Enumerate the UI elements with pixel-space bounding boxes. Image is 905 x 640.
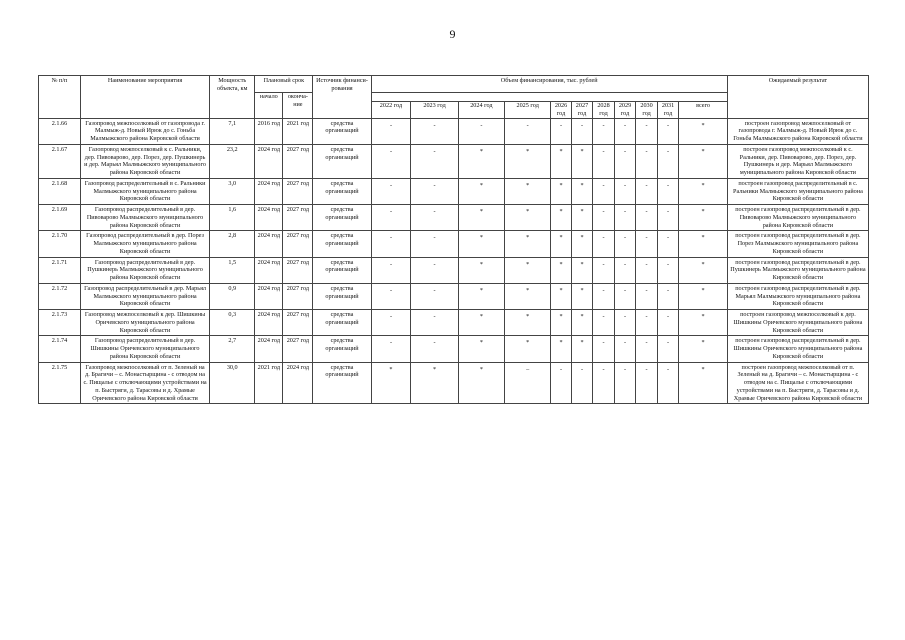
row-start: 2024 год bbox=[255, 231, 283, 257]
row-result: построен газопровод межпоселковый к дер. Шишкины Оричевского муниципального района Кировской области bbox=[727, 310, 868, 336]
header-year: 2030 год bbox=[636, 102, 658, 119]
row-value: * bbox=[551, 257, 571, 283]
row-value: - bbox=[371, 336, 411, 362]
row-value: * bbox=[679, 144, 728, 178]
row-name: Газопровод распределительный в дер. Пивоварово Малмыжского муниципального района Кировской области bbox=[80, 205, 209, 231]
row-value: - bbox=[657, 362, 679, 404]
row-value: - bbox=[636, 336, 658, 362]
row-value: * bbox=[505, 205, 551, 231]
row-start: 2024 год bbox=[255, 144, 283, 178]
row-end: 2027 год bbox=[283, 310, 313, 336]
row-value: - bbox=[636, 118, 658, 144]
row-value: - bbox=[614, 178, 636, 204]
row-value: - bbox=[657, 178, 679, 204]
row-value: - bbox=[614, 310, 636, 336]
row-number: 2.1.66 bbox=[39, 118, 81, 144]
row-value: - bbox=[614, 336, 636, 362]
row-value: - bbox=[636, 283, 658, 309]
row-value: * bbox=[679, 205, 728, 231]
row-capacity: 1,5 bbox=[210, 257, 255, 283]
row-value: - bbox=[371, 118, 411, 144]
row-result: построен газопровод распределительный в с. Ральники Малмыжского муниципального района Кировской области bbox=[727, 178, 868, 204]
row-source: средства организаций bbox=[313, 336, 371, 362]
row-value: * bbox=[551, 178, 571, 204]
row-value: * bbox=[571, 283, 593, 309]
row-value: - bbox=[458, 118, 504, 144]
row-end: 2027 год bbox=[283, 205, 313, 231]
row-value: - bbox=[593, 257, 615, 283]
header-year: 2026 год bbox=[551, 102, 571, 119]
row-number: 2.1.74 bbox=[39, 336, 81, 362]
row-value: - bbox=[657, 310, 679, 336]
table-row bbox=[39, 231, 869, 257]
header-year: 2022 год bbox=[371, 102, 411, 119]
row-source: средства организаций bbox=[313, 178, 371, 204]
row-source: средства организаций bbox=[313, 283, 371, 309]
row-value: - bbox=[657, 144, 679, 178]
row-value: * bbox=[551, 144, 571, 178]
row-value: - bbox=[371, 178, 411, 204]
row-name: Газопровод распределительный в с. Ральники Малмыжского муниципального района Кировской области bbox=[80, 178, 209, 204]
row-value: * bbox=[571, 205, 593, 231]
row-number: 2.1.69 bbox=[39, 205, 81, 231]
row-value: * bbox=[571, 144, 593, 178]
row-end: 2027 год bbox=[283, 336, 313, 362]
row-value: * bbox=[411, 362, 458, 404]
row-value: - bbox=[657, 231, 679, 257]
row-result: построен газопровод распределительный в дер. Пушкинерь Малмыжского муниципального района Кировской области bbox=[727, 257, 868, 283]
table-row bbox=[39, 283, 869, 309]
row-end: 2027 год bbox=[283, 283, 313, 309]
header-year: 2023 год bbox=[411, 102, 458, 119]
row-start: 2024 год bbox=[255, 310, 283, 336]
row-value: - bbox=[636, 205, 658, 231]
row-source: средства организаций bbox=[313, 118, 371, 144]
row-value: - bbox=[411, 283, 458, 309]
row-value: - bbox=[411, 144, 458, 178]
table-row bbox=[39, 144, 869, 178]
row-capacity: 23,2 bbox=[210, 144, 255, 178]
header-year: 2024 год bbox=[458, 102, 504, 119]
row-result: построен газопровод распределительный в дер. Порез Малмыжского муниципального района Кировской области bbox=[727, 231, 868, 257]
row-source: средства организаций bbox=[313, 144, 371, 178]
row-value: * bbox=[505, 283, 551, 309]
table-row bbox=[39, 310, 869, 336]
row-value: - bbox=[657, 205, 679, 231]
row-end: 2027 год bbox=[283, 257, 313, 283]
header-period: Плановый срок bbox=[255, 76, 313, 93]
row-result: построен газопровод межпоселковый от газопровода г. Малмыж-д. Новый Ирюк до с. Гоньба Малмыжского района Кировской области bbox=[727, 118, 868, 144]
row-capacity: 7,1 bbox=[210, 118, 255, 144]
row-value: - bbox=[657, 118, 679, 144]
row-value: - bbox=[505, 118, 551, 144]
row-value: - bbox=[593, 310, 615, 336]
row-value: * bbox=[458, 144, 504, 178]
header-year: 2025 год bbox=[505, 102, 551, 119]
header-funding: Объем финансирования, тыс. рублей bbox=[371, 76, 727, 93]
row-value: - bbox=[593, 231, 615, 257]
row-value: – bbox=[505, 362, 551, 404]
table-row bbox=[39, 257, 869, 283]
row-number: 2.1.73 bbox=[39, 310, 81, 336]
row-result: построен газопровод межпоселковый от п. Зеленый на д. Брагичи – с. Монастырщина - с отводом на с. Пищалье с отключающими устройствами на п. Быстряги, д. Тарасовы и д. Храмые Оричевского района Кировской области bbox=[727, 362, 868, 404]
row-value: - bbox=[636, 362, 658, 404]
row-value: * bbox=[551, 283, 571, 309]
row-capacity: 2,7 bbox=[210, 336, 255, 362]
row-number: 2.1.70 bbox=[39, 231, 81, 257]
row-number: 2.1.72 bbox=[39, 283, 81, 309]
row-number: 2.1.71 bbox=[39, 257, 81, 283]
row-value: - bbox=[614, 257, 636, 283]
row-value: - bbox=[371, 310, 411, 336]
row-value: * bbox=[679, 257, 728, 283]
row-value: * bbox=[571, 310, 593, 336]
row-name: Газопровод межпоселковый от п. Зеленый на д. Брагичи – с. Монастырщина - с отводом на с. Пищалье с отключающими устройствами на п. Быстряги, д. Тарасовы и д. Храмые Оричевского района Кировской области bbox=[80, 362, 209, 404]
row-value: * bbox=[571, 178, 593, 204]
row-value: - bbox=[411, 257, 458, 283]
row-value: - bbox=[593, 336, 615, 362]
row-source: средства организаций bbox=[313, 257, 371, 283]
row-value: * bbox=[505, 144, 551, 178]
row-capacity: 0,3 bbox=[210, 310, 255, 336]
row-value: * bbox=[458, 257, 504, 283]
header-year: 2028 год bbox=[593, 102, 615, 119]
funding-table bbox=[38, 75, 869, 404]
row-value: - bbox=[636, 310, 658, 336]
row-value: - bbox=[593, 144, 615, 178]
row-start: 2024 год bbox=[255, 178, 283, 204]
row-value: * bbox=[505, 178, 551, 204]
row-name: Газопровод межпоселковый к с. Ральники, дер. Пивоварово, дер. Порез, дер. Пушкинерь и дер. Марьял Малмыжского муниципального района Кировской области bbox=[80, 144, 209, 178]
header-result: Ожидаемый результат bbox=[727, 76, 868, 119]
row-end: 2021 год bbox=[283, 118, 313, 144]
row-result: построен газопровод распределительный в дер. Шишкины Оричевского муниципального района Кировской области bbox=[727, 336, 868, 362]
table-row bbox=[39, 205, 869, 231]
row-source: средства организаций bbox=[313, 231, 371, 257]
row-end: 2027 год bbox=[283, 231, 313, 257]
row-value: - bbox=[411, 231, 458, 257]
header-source: Источник финанси-рования bbox=[313, 76, 371, 119]
row-value: * bbox=[458, 283, 504, 309]
row-value: - bbox=[411, 118, 458, 144]
row-value: * bbox=[679, 283, 728, 309]
row-value: - bbox=[371, 257, 411, 283]
header-name: Наименование мероприятия bbox=[80, 76, 209, 119]
header-capacity: Мощность объекта, км bbox=[210, 76, 255, 119]
row-value: * bbox=[371, 362, 411, 404]
row-value: * bbox=[458, 336, 504, 362]
row-value: * bbox=[679, 118, 728, 144]
row-number: 2.1.67 bbox=[39, 144, 81, 178]
row-value: * bbox=[679, 310, 728, 336]
row-start: 2021 год bbox=[255, 362, 283, 404]
row-end: 2024 год bbox=[283, 362, 313, 404]
row-number: 2.1.75 bbox=[39, 362, 81, 404]
row-value: - bbox=[411, 310, 458, 336]
row-value: * bbox=[505, 231, 551, 257]
row-value: - bbox=[593, 205, 615, 231]
header-year: всего bbox=[679, 102, 728, 119]
row-value: * bbox=[505, 336, 551, 362]
row-start: 2024 год bbox=[255, 283, 283, 309]
row-value: * bbox=[458, 362, 504, 404]
row-source: средства организаций bbox=[313, 205, 371, 231]
row-value: - bbox=[411, 336, 458, 362]
row-name: Газопровод распределительный в дер. Шишкины Оричевского муниципального района Кировской области bbox=[80, 336, 209, 362]
row-value: * bbox=[679, 336, 728, 362]
row-name: Газопровод распределительный в дер. Порез Малмыжского муниципального района Кировской области bbox=[80, 231, 209, 257]
row-start: 2024 год bbox=[255, 257, 283, 283]
row-end: 2027 год bbox=[283, 178, 313, 204]
row-value: - bbox=[614, 144, 636, 178]
row-name: Газопровод распределительный в дер. Марьял Малмыжского муниципального района Кировской области bbox=[80, 283, 209, 309]
row-value: - bbox=[571, 118, 593, 144]
row-value: * bbox=[458, 231, 504, 257]
page-number: 9 bbox=[449, 27, 456, 41]
row-value: - bbox=[411, 178, 458, 204]
header-year: 2027 год bbox=[571, 102, 593, 119]
row-value: * bbox=[571, 336, 593, 362]
row-value: * bbox=[458, 310, 504, 336]
row-value: * bbox=[551, 205, 571, 231]
table-row bbox=[39, 178, 869, 204]
row-start: 2024 год bbox=[255, 336, 283, 362]
row-start: 2016 год bbox=[255, 118, 283, 144]
row-value: * bbox=[505, 310, 551, 336]
row-value: - bbox=[371, 144, 411, 178]
row-value: - bbox=[614, 362, 636, 404]
row-value: - bbox=[371, 231, 411, 257]
row-value: - bbox=[657, 257, 679, 283]
row-name: Газопровод межпоселковый к дер. Шишкины Оричевского муниципального района Кировской области bbox=[80, 310, 209, 336]
row-value: - bbox=[636, 231, 658, 257]
row-source: средства организаций bbox=[313, 362, 371, 404]
row-value: - bbox=[614, 118, 636, 144]
row-capacity: 2,8 bbox=[210, 231, 255, 257]
row-capacity: 0,9 bbox=[210, 283, 255, 309]
row-value: - bbox=[657, 283, 679, 309]
row-result: построен газопровод межпоселковый к с. Ральники, дер. Пивоварово, дер. Порез, дер. Пушкинерь и дер. Марьял Малмыжского муниципального района Кировской области bbox=[727, 144, 868, 178]
table-row bbox=[39, 336, 869, 362]
row-value: - bbox=[551, 362, 571, 404]
row-value: - bbox=[614, 231, 636, 257]
row-start: 2024 год bbox=[255, 205, 283, 231]
row-value: * bbox=[571, 231, 593, 257]
row-value: - bbox=[371, 205, 411, 231]
row-value: * bbox=[458, 205, 504, 231]
row-value: * bbox=[505, 257, 551, 283]
header-start: начало bbox=[255, 93, 283, 119]
row-value: * bbox=[551, 336, 571, 362]
row-value: * bbox=[458, 178, 504, 204]
row-result: построен газопровод распределительный в дер. Марьял Малмыжского муниципального района Кировской области bbox=[727, 283, 868, 309]
row-source: средства организаций bbox=[313, 310, 371, 336]
row-value: - bbox=[571, 362, 593, 404]
row-name: Газопровод межпоселковый от газопровода г. Малмыж-д. Новый Ирюк до с. Гоньба Малмыжского района Кировской области bbox=[80, 118, 209, 144]
row-value: * bbox=[679, 178, 728, 204]
row-capacity: 3,0 bbox=[210, 178, 255, 204]
row-value: * bbox=[679, 362, 728, 404]
row-value: - bbox=[636, 144, 658, 178]
table-row bbox=[39, 118, 869, 144]
row-value: - bbox=[593, 118, 615, 144]
row-end: 2027 год bbox=[283, 144, 313, 178]
row-value: - bbox=[593, 362, 615, 404]
row-name: Газопровод распределительный в дер. Пушкинерь Малмыжского муниципального района Кировской области bbox=[80, 257, 209, 283]
table-row bbox=[39, 362, 869, 404]
header-year: 2029 год bbox=[614, 102, 636, 119]
row-value: * bbox=[551, 310, 571, 336]
header-year: 2031 год bbox=[657, 102, 679, 119]
row-result: построен газопровод распределительный в дер. Пивоварово Малмыжского муниципального района Кировской области bbox=[727, 205, 868, 231]
row-number: 2.1.68 bbox=[39, 178, 81, 204]
row-value: - bbox=[614, 283, 636, 309]
row-value: - bbox=[593, 178, 615, 204]
row-value: * bbox=[571, 257, 593, 283]
row-value: - bbox=[551, 118, 571, 144]
row-value: * bbox=[679, 231, 728, 257]
row-value: - bbox=[371, 283, 411, 309]
row-capacity: 30,0 bbox=[210, 362, 255, 404]
row-value: - bbox=[411, 205, 458, 231]
row-value: * bbox=[551, 231, 571, 257]
row-value: - bbox=[657, 336, 679, 362]
row-value: - bbox=[636, 257, 658, 283]
row-value: - bbox=[636, 178, 658, 204]
header-num: № п/п bbox=[39, 76, 81, 119]
row-capacity: 1,6 bbox=[210, 205, 255, 231]
header-end: оконча-ние bbox=[283, 93, 313, 119]
row-value: - bbox=[593, 283, 615, 309]
row-value: - bbox=[614, 205, 636, 231]
